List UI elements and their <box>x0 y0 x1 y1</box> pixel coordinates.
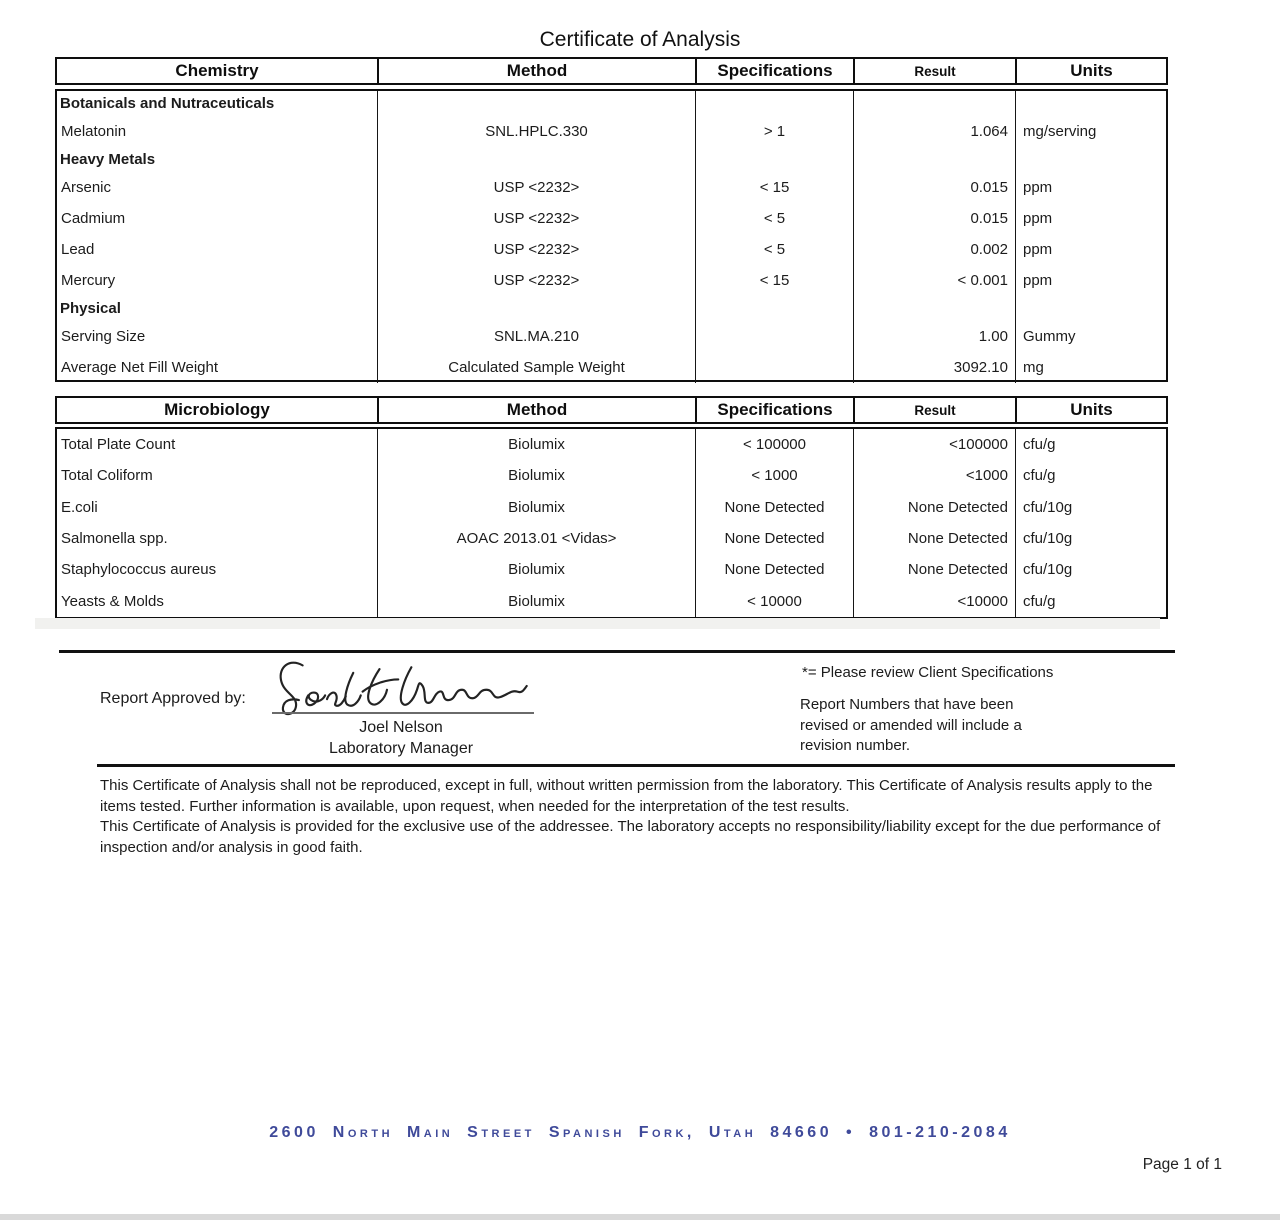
signature-image <box>266 656 538 716</box>
units-cell: cfu/g <box>1015 429 1166 460</box>
units-cell: cfu/10g <box>1015 554 1166 585</box>
disclaimer-paragraph-1: This Certificate of Analysis shall not be reproduced, except in full, without written permission from the laboratory. This Certificate of Analysis results apply to the items tested. Further information is available, upon request, when needed for the interpretation of the test results. <box>100 777 1153 815</box>
column-header-result: Result <box>853 59 1015 83</box>
method-cell: USP <2232> <box>377 203 695 234</box>
units-cell: mg <box>1015 352 1166 383</box>
result-cell: 0.015 <box>853 172 1015 203</box>
method-cell: Biolumix <box>377 492 695 523</box>
analyte-name: Arsenic <box>61 179 112 196</box>
units-cell: mg/serving <box>1015 116 1166 147</box>
signer-title: Laboratory Manager <box>328 740 474 757</box>
result-cell: 1.00 <box>853 321 1015 352</box>
table-row <box>57 492 1166 523</box>
chemistry-table-header <box>55 57 1168 85</box>
result-cell: 1.064 <box>853 116 1015 147</box>
spec-cell <box>695 147 853 172</box>
analyte-section-label: Heavy Metals <box>60 151 156 168</box>
table-row <box>57 523 1166 554</box>
method-cell: SNL.MA.210 <box>377 321 695 352</box>
section-row <box>57 91 1166 116</box>
method-cell <box>377 296 695 321</box>
analyte-section-label: Botanicals and Nutraceuticals <box>60 95 275 112</box>
units-cell: cfu/10g <box>1015 492 1166 523</box>
method-cell: USP <2232> <box>377 234 695 265</box>
analyte-name: Cadmium <box>61 210 126 227</box>
microbiology-table-header <box>55 396 1168 424</box>
client-specifications-note: *= Please review Client Specifications <box>802 664 1054 681</box>
column-header-chemistry: Chemistry <box>175 61 259 80</box>
table-row <box>57 554 1166 585</box>
divider-line <box>59 650 1175 653</box>
spec-cell: < 15 <box>695 172 853 203</box>
section-row <box>57 296 1166 321</box>
section-row <box>57 147 1166 172</box>
analyte-name: Total Coliform <box>61 467 153 485</box>
analyte-name: Melatonin <box>61 123 127 140</box>
method-cell <box>377 147 695 172</box>
table-row <box>57 585 1166 616</box>
units-cell: ppm <box>1015 265 1166 296</box>
analyte-name: Average Net Fill Weight <box>61 359 219 376</box>
method-cell: AOAC 2013.01 <Vidas> <box>377 523 695 554</box>
result-cell: None Detected <box>853 554 1015 585</box>
spec-cell: None Detected <box>695 554 853 585</box>
result-cell <box>853 91 1015 116</box>
method-cell: Biolumix <box>377 585 695 616</box>
units-cell: cfu/g <box>1015 460 1166 491</box>
result-cell: <10000 <box>853 585 1015 616</box>
table-row <box>57 116 1166 147</box>
spec-cell: None Detected <box>695 492 853 523</box>
units-cell: ppm <box>1015 203 1166 234</box>
analyte-name: Staphylococcus aureus <box>61 561 217 579</box>
method-cell: USP <2232> <box>377 172 695 203</box>
column-header-microbiology: Microbiology <box>164 400 270 419</box>
column-header-units: Units <box>1015 398 1166 422</box>
table-row <box>57 460 1166 491</box>
revision-note: Report Numbers that have been revised or amended will include a revision number. <box>800 696 1022 754</box>
analyte-name: Lead <box>61 241 95 258</box>
report-approved-by-label: Report Approved by: <box>100 690 246 707</box>
analyte-name: Total Plate Count <box>61 436 176 454</box>
method-cell: Calculated Sample Weight <box>377 352 695 383</box>
units-cell: ppm <box>1015 234 1166 265</box>
result-cell: <100000 <box>853 429 1015 460</box>
column-header-result: Result <box>853 398 1015 422</box>
spec-cell <box>695 321 853 352</box>
units-cell: cfu/g <box>1015 585 1166 616</box>
disclaimer-paragraph-2: This Certificate of Analysis is provided for the exclusive use of the addressee. The laboratory accepts no responsibility/liability except for the due performance of inspection and/or analysis in good faith. <box>100 818 1161 856</box>
units-cell: cfu/10g <box>1015 523 1166 554</box>
scan-artifact-band <box>35 618 1160 629</box>
column-header-method: Method <box>377 398 695 422</box>
analyte-name: Mercury <box>61 272 116 289</box>
method-cell: USP <2232> <box>377 265 695 296</box>
units-cell: ppm <box>1015 172 1166 203</box>
scan-artifact-band <box>0 1214 1280 1220</box>
analyte-section-label: Physical <box>60 300 121 317</box>
signature-line <box>272 712 534 714</box>
units-cell <box>1015 91 1166 116</box>
spec-cell: > 1 <box>695 116 853 147</box>
spec-cell: < 5 <box>695 234 853 265</box>
microbiology-table-body <box>55 427 1168 619</box>
spec-cell: < 10000 <box>695 585 853 616</box>
result-cell: <1000 <box>853 460 1015 491</box>
method-cell: Biolumix <box>377 554 695 585</box>
result-cell: None Detected <box>853 492 1015 523</box>
spec-cell: < 5 <box>695 203 853 234</box>
analyte-name: Yeasts & Molds <box>61 592 164 610</box>
divider-line <box>97 764 1175 767</box>
spec-cell <box>695 296 853 321</box>
units-cell: Gummy <box>1015 321 1166 352</box>
spec-cell <box>695 91 853 116</box>
page-title: Certificate of Analysis <box>539 28 741 51</box>
signer-name: Joel Nelson <box>359 719 443 736</box>
method-cell <box>377 91 695 116</box>
method-cell: Biolumix <box>377 429 695 460</box>
spec-cell: None Detected <box>695 523 853 554</box>
analyte-name: Serving Size <box>61 328 146 345</box>
method-cell: SNL.HPLC.330 <box>377 116 695 147</box>
result-cell <box>853 147 1015 172</box>
analyte-name: E.coli <box>61 498 98 516</box>
analyte-name: Salmonella spp. <box>61 530 168 548</box>
table-row <box>57 429 1166 460</box>
page-number: Page 1 of 1 <box>1142 1156 1222 1173</box>
result-cell: < 0.001 <box>853 265 1015 296</box>
table-row <box>57 203 1166 234</box>
result-cell: 0.002 <box>853 234 1015 265</box>
chemistry-table-body <box>55 89 1168 382</box>
result-cell: 0.015 <box>853 203 1015 234</box>
column-header-specifications: Specifications <box>695 398 853 422</box>
units-cell <box>1015 296 1166 321</box>
result-cell: None Detected <box>853 523 1015 554</box>
column-header-method: Method <box>377 59 695 83</box>
spec-cell <box>695 352 853 383</box>
spec-cell: < 100000 <box>695 429 853 460</box>
lab-address: 2600 North Main Street Spanish Fork, Utah 84660 • 801-210-2084 <box>269 1124 1011 1141</box>
column-header-units: Units <box>1015 59 1166 83</box>
units-cell <box>1015 147 1166 172</box>
column-header-specifications: Specifications <box>695 59 853 83</box>
spec-cell: < 1000 <box>695 460 853 491</box>
result-cell <box>853 296 1015 321</box>
disclaimer-text <box>100 776 1176 858</box>
method-cell: Biolumix <box>377 460 695 491</box>
table-row <box>57 234 1166 265</box>
result-cell: 3092.10 <box>853 352 1015 383</box>
table-row <box>57 265 1166 296</box>
table-row <box>57 321 1166 352</box>
table-row <box>57 172 1166 203</box>
spec-cell: < 15 <box>695 265 853 296</box>
table-row <box>57 352 1166 383</box>
